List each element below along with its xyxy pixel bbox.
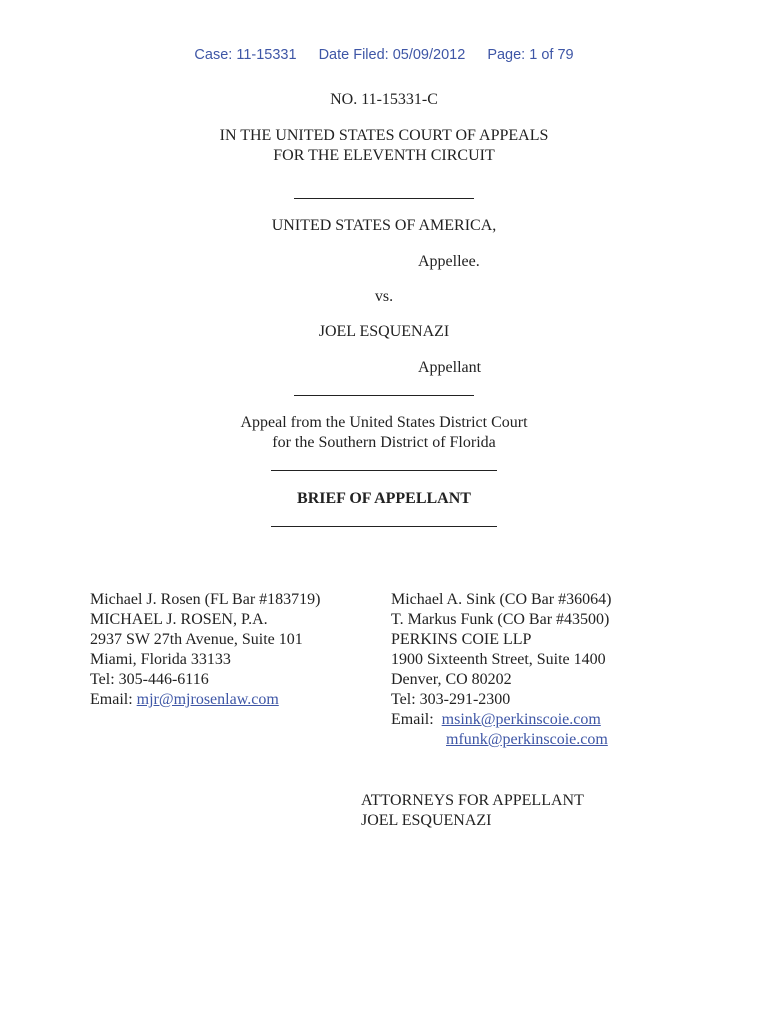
attorneys-for-line2: JOEL ESQUENAZI	[361, 812, 492, 829]
divider-rule	[271, 470, 497, 471]
appellant-role: Appellant	[418, 359, 482, 376]
counsel-left-email-row	[90, 690, 320, 710]
counsel-left-name: Michael J. Rosen (FL Bar #183719)	[90, 591, 321, 608]
docket-number: NO. 11-15331-C	[330, 91, 438, 108]
counsel-right-block	[391, 590, 611, 750]
case-number: Case: 11-15331	[194, 47, 297, 63]
divider-rule	[294, 395, 474, 396]
counsel-right-email2-row	[391, 730, 611, 750]
versus-text: vs.	[374, 288, 394, 305]
counsel-right-name1: Michael A. Sink (CO Bar #36064)	[391, 591, 612, 608]
counsel-right-address2: Denver, CO 80202	[391, 671, 512, 688]
counsel-left-firm: MICHAEL J. ROSEN, P.A.	[90, 611, 268, 628]
email-label: Email:	[391, 711, 442, 728]
counsel-left-address1: 2937 SW 27th Avenue, Suite 101	[90, 631, 303, 648]
appellee-party: UNITED STATES OF AMERICA,	[271, 217, 497, 234]
attorneys-for-block	[361, 791, 584, 831]
appellant-party: JOEL ESQUENAZI	[318, 323, 450, 340]
attorneys-for-line1: ATTORNEYS FOR APPELLANT	[361, 792, 584, 809]
divider-rule	[271, 526, 497, 527]
date-filed: Date Filed: 05/09/2012	[318, 47, 466, 63]
email-link-funk[interactable]: mfunk@perkinscoie.com	[446, 731, 608, 748]
appellee-role: Appellee.	[418, 253, 480, 270]
counsel-left-address2: Miami, Florida 33133	[90, 651, 231, 668]
counsel-right-address1: 1900 Sixteenth Street, Suite 1400	[391, 651, 606, 668]
appeal-line2: for the Southern District of Florida	[272, 434, 496, 451]
divider-rule	[294, 198, 474, 199]
appeal-line1: Appeal from the United States District Court	[240, 414, 528, 431]
email-label: Email:	[90, 691, 137, 708]
brief-title: BRIEF OF APPELLANT	[297, 490, 471, 507]
page-count: Page: 1 of 79	[487, 47, 574, 63]
court-name-line2: FOR THE ELEVENTH CIRCUIT	[273, 147, 495, 164]
email-link-sink[interactable]: msink@perkinscoie.com	[441, 711, 601, 728]
counsel-right-name2: T. Markus Funk (CO Bar #43500)	[391, 611, 610, 628]
email-link-rosen[interactable]: mjr@mjrosenlaw.com	[136, 691, 279, 708]
counsel-left-block	[90, 590, 320, 710]
counsel-right-tel: Tel: 303-291-2300	[391, 691, 511, 708]
counsel-right-email-row	[391, 710, 611, 730]
counsel-left-tel: Tel: 305-446-6116	[90, 671, 209, 688]
court-name-line1: IN THE UNITED STATES COURT OF APPEALS	[219, 127, 549, 144]
counsel-right-firm: PERKINS COIE LLP	[391, 631, 532, 648]
filing-header	[0, 47, 768, 63]
